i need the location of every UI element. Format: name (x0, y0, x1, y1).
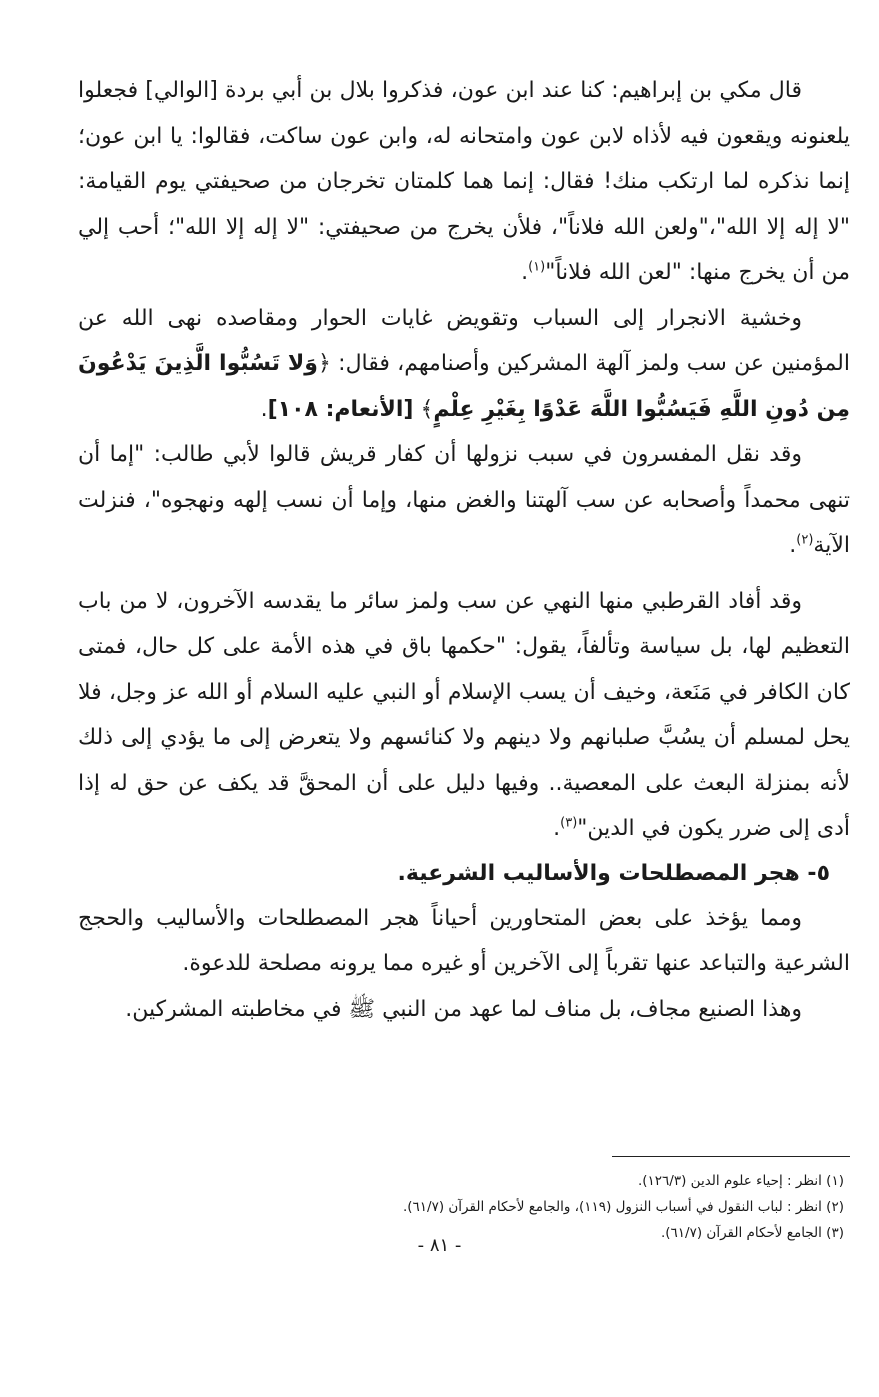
footnote-2: (٢) انظر : لباب النقول في أسباب النزول (١١٩)، والجامع لأحكام القرآن (٦١/٧). (402, 1199, 844, 1215)
paragraph-6-text: وهذا الصنيع مجاف، بل مناف لما عهد من النبي ﷺ في مخاطبته المشركين. (125, 996, 802, 1022)
paragraph-4 (78, 579, 850, 852)
footnote-3: (٣) الجامع لأحكام القرآن (٦١/٧). (660, 1225, 844, 1241)
footnote-marker-2[interactable]: (٢) (796, 532, 814, 548)
footnote-divider (612, 1156, 850, 1157)
paragraph-5-text: ومما يؤخذ على بعض المتحاورين أحياناً هجر المصطلحات والأساليب والحجج الشرعية والتباعد عنها تقرباً إلى الآخرين أو غيره مما يرونه مصلحة للدعوة. (78, 905, 850, 976)
paragraph-3-end: . (789, 533, 797, 558)
paragraph-4-text: وقد أفاد القرطبي منها النهي عن سب ولمز سائر ما يقدسه الآخرون، لا من باب التعظيم لها، بل سياسة وتألفاً، يقول: "حكمها باق في هذه الأمة على كل حال، فمتى كان الكافر في مَنَعة، وخيف أن يسب الإسلام أو النبي عليه السلام أو الله عز وجل، فلا يحل لمسلم أن يسُبَّ صلبانهم ولا دينهم ولا كنائسهم ولا يتعرض إلى ما يؤدي إلى ذلك لأنه بمنزلة البعث على المعصية.. وفيها دليل على أن المحقَّ قد يكف عن حق له إذا أدى إلى ضرر يكون في الدين" (78, 588, 850, 841)
paragraph-4-end: . (553, 816, 561, 841)
paragraph-3 (78, 432, 850, 569)
page-number: - ٨١ - (417, 1235, 462, 1256)
paragraph-2-text: وخشية الانجرار إلى السباب وتقويض غايات الحوار ومقاصده نهى الله عن المؤمنين عن سب ولمز آلهة المشركين وأصنامهم، فقال: (78, 305, 850, 376)
quran-verse-text: وَلا تَسُبُّوا الَّذِينَ يَدْعُونَ مِن دُونِ اللَّهِ فَيَسُبُّوا اللَّهَ عَدْوًا بِغَيْرِ عِلْمٍ (78, 351, 850, 422)
quran-open-bracket: ﴿ (317, 351, 331, 376)
quran-close-bracket: ﴾ (420, 396, 434, 422)
main-text (78, 68, 850, 1032)
footnote-marker-3[interactable]: (٣) (560, 815, 578, 831)
paragraph-1 (78, 68, 850, 296)
book-page (78, 68, 850, 1358)
quran-reference: [الأنعام: ١٠٨] (267, 396, 414, 422)
footnote-1: (١) انظر : إحياء علوم الدين (١٢٦/٣). (637, 1173, 844, 1189)
paragraph-2-end: . (260, 396, 268, 422)
paragraph-3-text: وقد نقل المفسرون في سبب نزولها أن كفار قريش قالوا لأبي طالب: "إما أن تنهى محمداً وأصحابه عن سب آلهتنا والغض منها، وإما أن نسب إلهه ونهجوه"، فنزلت الآية (78, 442, 850, 558)
paragraph-5 (78, 896, 850, 987)
paragraph-2 (78, 296, 850, 433)
footnote-marker-1[interactable]: (١) (528, 259, 546, 275)
section-heading: ٥- هجر المصطلحات والأساليب الشرعية. (397, 860, 830, 886)
paragraph-1-end: . (521, 260, 529, 285)
paragraph-1-text: قال مكي بن إبراهيم: كنا عند ابن عون، فذكروا بلال بن أبي بردة [الوالي] فجعلوا يلعنونه ويقعون فيه لأذاه لابن عون وامتحانه له، وابن عون ساكت، فقالوا: يا ابن عون؛ إنما نذكره لما ارتكب منك! فقال: إنما هما كلمتان تخرجان من صحيفتي يوم القيامة: "لا إله إلا الله"،"ولعن الله فلاناً"، فلأن يخرج من صحيفتي: "لا إله إلا الله"؛ أحب إلي من أن يخرج منها: "لعن الله فلاناً" (78, 78, 850, 285)
paragraph-6 (78, 987, 850, 1033)
